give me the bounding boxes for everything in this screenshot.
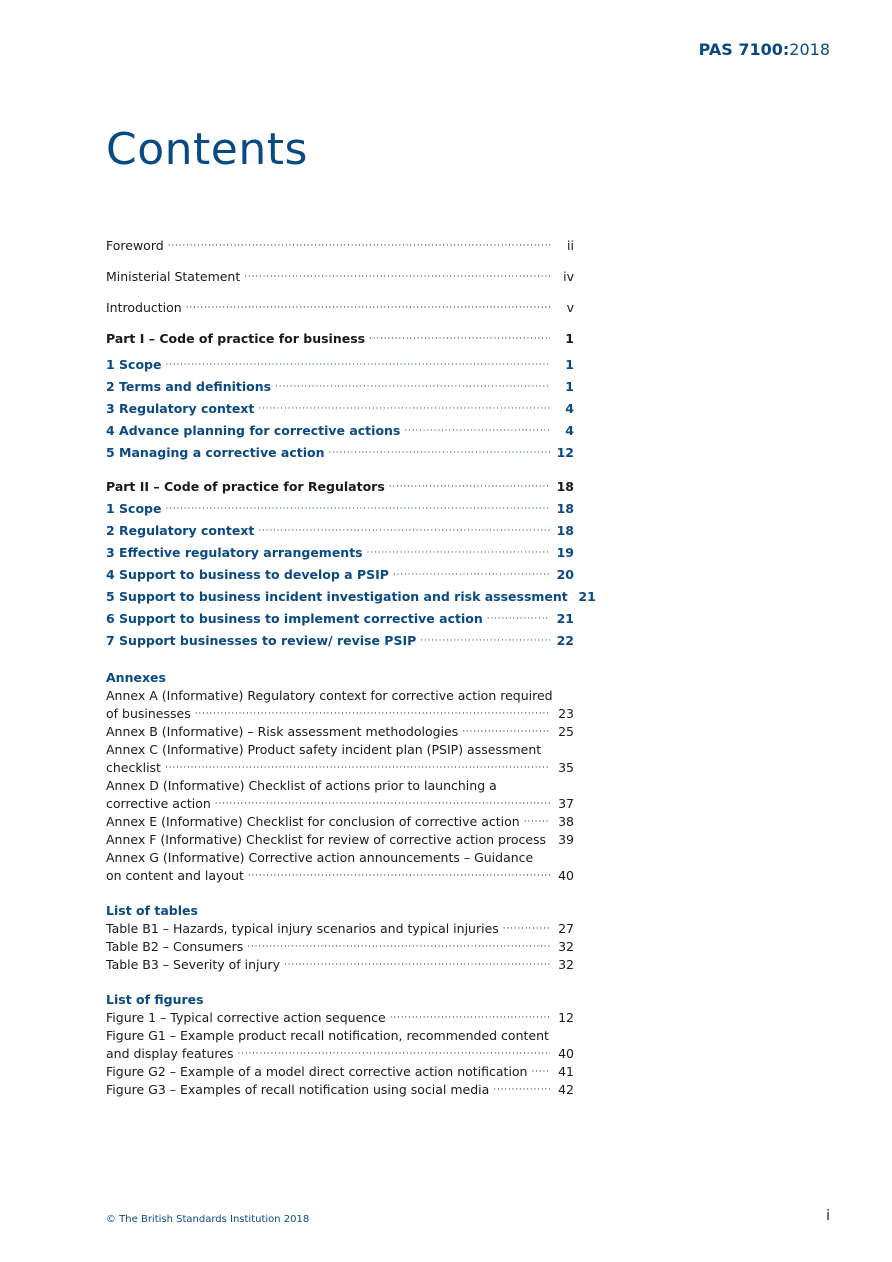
page-title: Contents — [106, 124, 308, 175]
toc-entry[interactable]: 4 Support to business to develop a PSIP ····· 20 — [106, 564, 574, 586]
toc-entry-annex-f[interactable]: Annex F (Informative) Checklist for review of corrective action process 39 — [106, 832, 574, 847]
toc-entry[interactable]: 7 Support businesses to review/ revise PSIP ····· 22 — [106, 630, 574, 652]
toc-entry-annex-d[interactable]: corrective action ····· 37 — [106, 795, 574, 813]
toc-entry[interactable]: 5 Managing a corrective action ····· 12 — [106, 442, 574, 464]
toc-entry-annex-a[interactable]: of businesses ····· 23 — [106, 705, 574, 723]
toc-entry[interactable]: 5 Support to business incident investigation and risk assessment 21 — [106, 589, 596, 604]
document-code: PAS 7100:2018 — [698, 40, 830, 59]
toc-entry-table[interactable]: Table B3 – Severity of injury ····· 32 — [106, 956, 574, 974]
toc-entry-annex-b[interactable]: Annex B (Informative) – Risk assessment methodologies ····· 25 — [106, 723, 574, 741]
toc-entry[interactable]: 4 Advance planning for corrective actions ····· 4 — [106, 420, 574, 442]
toc-entry[interactable]: 1 Scope ····· 1 — [106, 354, 574, 376]
annexes-heading: Annexes — [106, 670, 166, 685]
toc-entry-figure[interactable]: and display features ····· 40 — [106, 1045, 574, 1063]
toc-entry-figure[interactable]: Figure G2 – Example of a model direct corrective action notification ····· 41 — [106, 1063, 574, 1081]
toc-part2-heading[interactable]: Part II – Code of practice for Regulators ····· 18 — [106, 476, 574, 498]
toc-entry-line: Annex C (Informative) Product safety incident plan (PSIP) assessment — [106, 742, 542, 757]
toc-entry-table[interactable]: Table B1 – Hazards, typical injury scenarios and typical injuries ····· 27 — [106, 920, 574, 938]
toc-entry-line: Figure G1 – Example product recall notification, recommended content — [106, 1028, 549, 1043]
toc-entry-line: Annex A (Informative) Regulatory context for corrective action required — [106, 688, 553, 703]
toc-entry[interactable]: 3 Regulatory context ····· 4 — [106, 398, 574, 420]
toc-entry-table[interactable]: Table B2 – Consumers ····· 32 — [106, 938, 574, 956]
toc-entry[interactable]: 6 Support to business to implement corrective action ····· 21 — [106, 608, 574, 630]
figures-heading: List of figures — [106, 992, 204, 1007]
page-number: i — [826, 1208, 830, 1224]
toc-entry[interactable]: 1 Scope ····· 18 — [106, 498, 574, 520]
toc-entry[interactable]: 2 Terms and definitions ····· 1 — [106, 376, 574, 398]
toc-entry-annex-e[interactable]: Annex E (Informative) Checklist for conclusion of corrective action ····· 38 — [106, 813, 574, 831]
toc-entry-figure[interactable]: Figure G3 – Examples of recall notification using social media ····· 42 — [106, 1081, 574, 1099]
toc-entry-foreword[interactable]: Foreword ····· ii — [106, 230, 574, 261]
tables-heading: List of tables — [106, 903, 198, 918]
toc-entry-line: Annex G (Informative) Corrective action announcements – Guidance — [106, 850, 534, 865]
toc-entry[interactable]: 3 Effective regulatory arrangements ····· 19 — [106, 542, 574, 564]
toc-entry-figure[interactable]: Figure 1 – Typical corrective action sequence ····· 12 — [106, 1009, 574, 1027]
toc-entry-annex-g[interactable]: on content and layout ····· 40 — [106, 867, 574, 885]
toc-entry[interactable]: 2 Regulatory context ····· 18 — [106, 520, 574, 542]
toc-entry-ministerial-statement[interactable]: Ministerial Statement ····· iv — [106, 261, 574, 292]
toc-entry-annex-c[interactable]: checklist ····· 35 — [106, 759, 574, 777]
table-of-contents — [106, 230, 596, 1099]
toc-entry-introduction[interactable]: Introduction ····· v — [106, 292, 574, 323]
toc-entry-line: Annex D (Informative) Checklist of actions prior to launching a — [106, 778, 497, 793]
copyright-notice: © The British Standards Institution 2018 — [106, 1214, 310, 1225]
toc-part1-heading[interactable]: Part I – Code of practice for business ····· 1 — [106, 323, 574, 354]
